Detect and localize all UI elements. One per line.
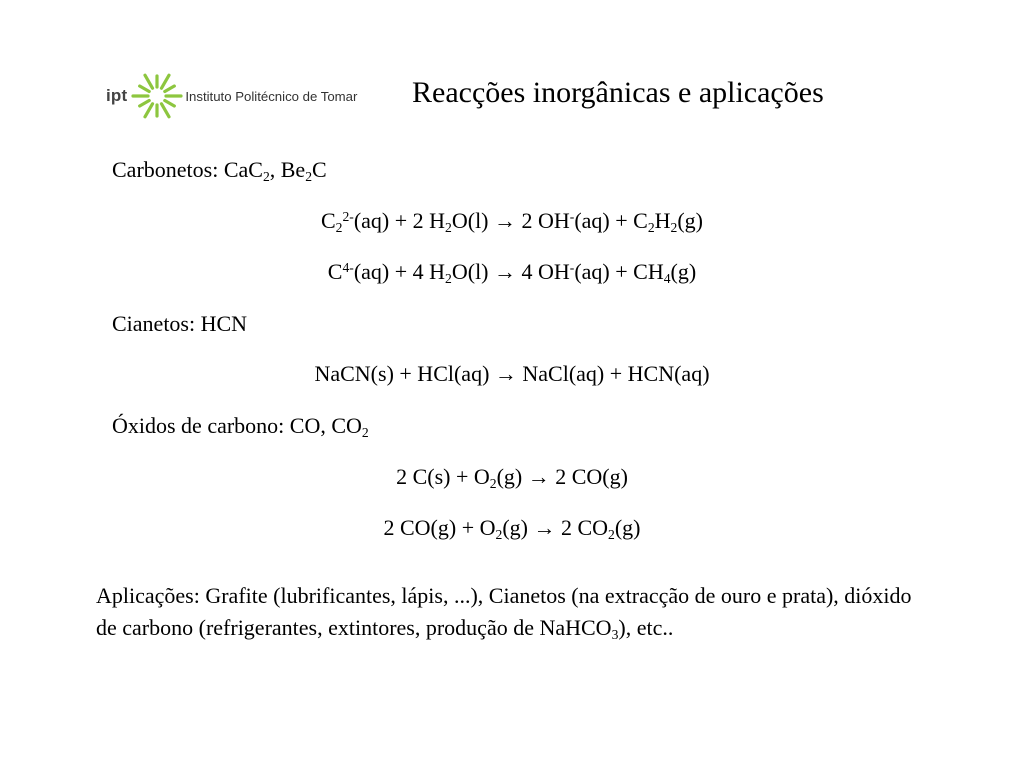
- logo-ray: [140, 101, 150, 107]
- eq1-sub: 2: [670, 220, 678, 236]
- eq5-part: (g): [614, 515, 641, 540]
- carbonetos-end: C: [312, 157, 327, 182]
- eq2-sub: 2: [445, 271, 452, 287]
- eq4-part: 2 C(s) + O: [396, 464, 490, 489]
- eq1-part: C: [320, 208, 336, 233]
- applications-end: ), etc..: [618, 615, 674, 640]
- carbonetos-sub1: 2: [262, 169, 270, 185]
- eq1-part: (aq) + 2 H: [353, 208, 446, 233]
- equation-acetylide: [0, 208, 1024, 234]
- slide-title: Reacções inorgânicas e aplicações: [412, 76, 824, 109]
- eq1-part: (g): [677, 208, 704, 233]
- logo-ray: [165, 101, 175, 107]
- eq1-part: H: [654, 208, 671, 233]
- eq1-sup: 2-: [342, 208, 354, 224]
- eq1-sub: 2: [445, 220, 452, 236]
- logo-ray: [145, 104, 153, 117]
- sunburst-logo-icon: [131, 70, 183, 122]
- logo-institution-name: Instituto Politécnico de Tomar: [185, 88, 358, 104]
- ipt-logo: [101, 69, 369, 123]
- eq1-sub: 2: [335, 220, 343, 236]
- logo-abbreviation: ipt: [106, 86, 128, 105]
- carbonetos-label: Carbonetos: CaC: [112, 157, 263, 182]
- equation-co2-formation: [0, 515, 1024, 541]
- equation-methanide: [0, 259, 1024, 285]
- eq1-sup: -: [569, 208, 575, 224]
- carbonetos-sub2: 2: [305, 169, 313, 185]
- applications-paragraph: [96, 580, 936, 644]
- logo-ray: [145, 75, 153, 88]
- eq1-sub: 2: [647, 220, 655, 236]
- eq2-part: (g): [670, 259, 697, 284]
- eq5-part: (g) → 2 CO: [502, 515, 609, 540]
- equation-cyanide: NaCN(s) + HCl(aq) → NaCl(aq) + HCN(aq): [314, 361, 710, 386]
- logo-ray: [162, 75, 170, 88]
- applications-sub: 3: [611, 627, 619, 643]
- applications-text: Aplicações: Grafite (lubrificantes, lápis, ...), Cianetos (na extracção de ouro e prata), dióxido de carbono (refrigerantes, extintores, produção de NaHCO: [96, 583, 912, 640]
- eq4-sub: 2: [489, 476, 497, 492]
- logo-ray: [140, 86, 150, 92]
- eq2-part: (aq) + CH: [574, 259, 664, 284]
- carbonetos-heading: [112, 157, 327, 183]
- eq2-part: C: [327, 259, 343, 284]
- eq2-part: (aq) + 4 H: [353, 259, 446, 284]
- cianetos-heading: Cianetos: HCN: [112, 311, 248, 336]
- eq2-sup: -: [569, 259, 575, 275]
- logo-ray: [165, 86, 175, 92]
- logo-ray: [162, 104, 170, 117]
- carbonetos-middle: , Be: [269, 157, 306, 182]
- eq1-part: O(l) → 2 OH: [451, 208, 570, 233]
- oxidos-heading: [112, 413, 369, 439]
- oxidos-sub: 2: [361, 425, 369, 441]
- eq5-sub: 2: [495, 527, 503, 543]
- eq1-part: (aq) + C: [574, 208, 648, 233]
- eq2-sup: 4-: [342, 259, 354, 275]
- oxidos-label: Óxidos de carbono: CO, CO: [112, 413, 362, 438]
- eq2-sub: 4: [663, 271, 671, 287]
- equation-co-formation: [0, 464, 1024, 490]
- eq5-part: 2 CO(g) + O: [383, 515, 496, 540]
- eq5-sub: 2: [608, 527, 615, 543]
- eq2-part: O(l) → 4 OH: [451, 259, 570, 284]
- eq4-part: (g) → 2 CO(g): [496, 464, 628, 489]
